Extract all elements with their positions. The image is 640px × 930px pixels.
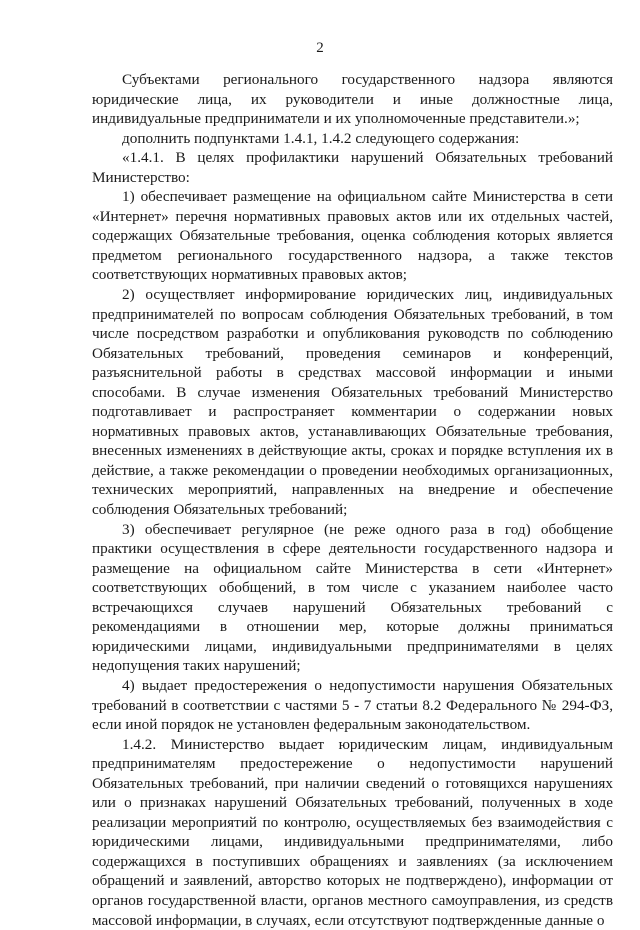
page-number: 2 — [316, 40, 324, 56]
document-body — [92, 70, 613, 930]
paragraph-subjects: Субъектами регионального государственного надзора являются юридические лица, их руководители и иные должностные лица, индивидуальные предприниматели и их уполномоченные представители.»; — [92, 71, 613, 128]
paragraph-item-4: 4) выдает предостережения о недопустимости нарушения Обязательных требований в соответствии с частями 5 - 7 статьи 8.2 Федерального № 294-ФЗ, если иной порядок не установлен федеральным законодательством. — [92, 676, 613, 734]
paragraph-item-2: 2) осуществляет информирование юридических лиц, индивидуальных предпринимателей по вопросам соблюдения Обязательных требований, в том числе посредством разработки и опубликования руководств по соблюдению Обязательных требований, проведения семинаров и конференций, разъяснительной работы в средствах массовой информации и иными способами. В случае изменения Обязательных требований Министерство подготавливает и распространяет комментарии о содержании новых нормативных правовых актов, устанавливающих Обязательные требования, внесенных изменениях в действующие акты, сроках и порядке вступления их в действие, а также рекомендации о проведении необходимых организационных, технических мероприятий, направленных на внедрение и обеспечение соблюдения Обязательных требований; — [92, 286, 613, 519]
paragraph-1-4-1: «1.4.1. В целях профилактики нарушений Обязательных требований Министерство: — [92, 149, 613, 186]
paragraph-amendment-intro: дополнить подпунктами 1.4.1, 1.4.2 следующего содержания: — [122, 129, 520, 147]
paragraph-item-1: 1) обеспечивает размещение на официальном сайте Министерства в сети «Интернет» перечня нормативных правовых актов или их отдельных частей, содержащих Обязательные требования, оценка соблюдения которых является предметом регионального государственного надзора, а также текстов соответствующих нормативных правовых актов; — [92, 188, 613, 284]
paragraph-item-3: 3) обеспечивает регулярное (не реже одного раза в год) обобщение практики осуществления в сфере деятельности государственного надзора и размещение на официальном сайте Министерства в сети «Интернет» соответствующих обобщений, в том числе с указанием наиболее часто встречающихся случаев нарушений Обязательных требований с рекомендациями в отношении мер, которые должны приниматься юридическими лицами, индивидуальными предпринимателями в целях недопущения таких нарушений; — [92, 520, 613, 675]
paragraph-1-4-2: 1.4.2. Министерство выдает юридическим лицам, индивидуальным предпринимателям предостережение о недопустимости нарушений Обязательных требований, при наличии сведений о готовящихся нарушениях или о признаках нарушений Обязательных требований, полученных в ходе реализации мероприятий по контролю, осуществляемых без взаимодействия с юридическими лицами, индивидуальными предпринимателями, либо содержащихся в поступивших обращениях и заявлениях (за исключением обращений и заявлений, авторство которых не подтверждено), информации от органов государственной власти, органов местного самоуправления, из средств массовой информации, в случаях, если отсутствуют подтвержденные данные о — [92, 735, 613, 929]
